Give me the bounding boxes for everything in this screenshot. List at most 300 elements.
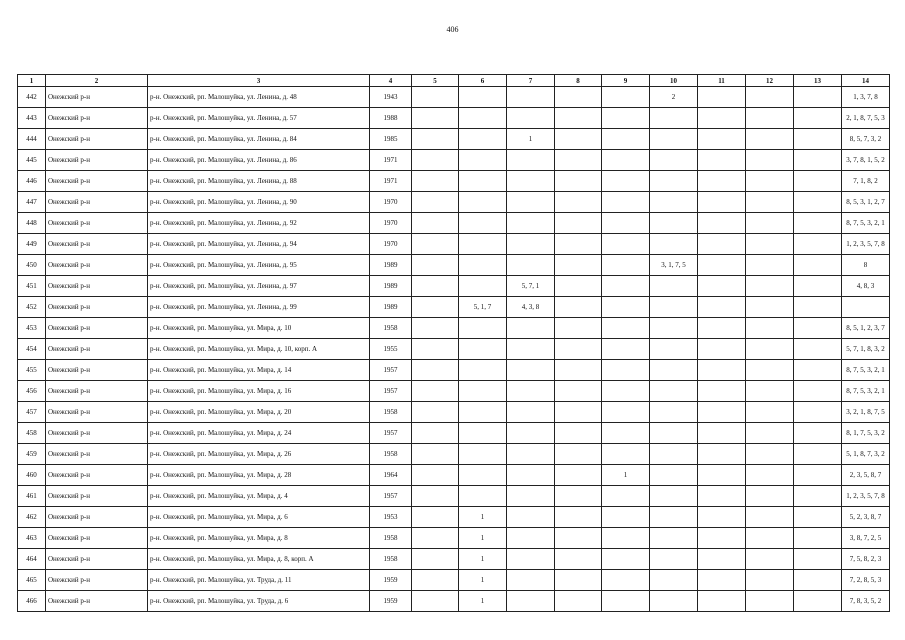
table-cell — [698, 549, 746, 570]
table-cell: 1989 — [370, 297, 412, 318]
table-cell: 5, 7, 1 — [507, 276, 555, 297]
table-cell — [698, 402, 746, 423]
table-cell: 449 — [18, 234, 46, 255]
table-cell — [650, 591, 698, 612]
table-cell — [555, 192, 602, 213]
table-row — [18, 339, 890, 360]
table-cell: 1989 — [370, 255, 412, 276]
table-cell — [746, 108, 794, 129]
table-cell — [746, 549, 794, 570]
table-body — [18, 87, 890, 612]
table-cell — [650, 129, 698, 150]
table-cell — [555, 444, 602, 465]
table-cell: р-н. Онежский, рп. Малошуйка, ул. Мира, д. 10 — [148, 318, 370, 339]
table-cell — [794, 192, 842, 213]
table-cell: 8 — [842, 255, 890, 276]
table-cell: 7, 2, 8, 5, 3 — [842, 570, 890, 591]
column-header-13: 13 — [794, 75, 842, 87]
table-cell — [698, 381, 746, 402]
column-header-1: 1 — [18, 75, 46, 87]
table-cell — [794, 360, 842, 381]
table-cell — [412, 213, 459, 234]
table-cell: р-н. Онежский, рп. Малошуйка, ул. Мира, д. 8 — [148, 528, 370, 549]
table-cell: 1, 2, 3, 5, 7, 8 — [842, 486, 890, 507]
table-cell — [698, 591, 746, 612]
table-cell: 2, 3, 5, 8, 7 — [842, 465, 890, 486]
table-cell: 1970 — [370, 234, 412, 255]
table-cell: 8, 7, 5, 3, 2, 1 — [842, 360, 890, 381]
table-cell — [412, 570, 459, 591]
table-cell — [698, 507, 746, 528]
table-cell: Онежский р-н — [46, 444, 148, 465]
table-cell — [459, 423, 507, 444]
table-cell — [412, 108, 459, 129]
table-cell: 7, 1, 8, 2 — [842, 171, 890, 192]
column-header-5: 5 — [412, 75, 459, 87]
table-cell: Онежский р-н — [46, 129, 148, 150]
table-cell — [412, 381, 459, 402]
table-row — [18, 381, 890, 402]
table-cell — [459, 255, 507, 276]
table-cell — [459, 276, 507, 297]
table-cell: р-н. Онежский, рп. Малошуйка, ул. Ленина, д. 90 — [148, 192, 370, 213]
table-cell: 8, 5, 3, 1, 2, 7 — [842, 192, 890, 213]
table-cell — [650, 276, 698, 297]
table-cell — [412, 150, 459, 171]
table-cell: Онежский р-н — [46, 360, 148, 381]
table-cell: 3, 8, 7, 2, 5 — [842, 528, 890, 549]
table-cell — [650, 444, 698, 465]
table-cell — [412, 423, 459, 444]
table-cell — [507, 423, 555, 444]
table-cell: 1, 2, 3, 5, 7, 8 — [842, 234, 890, 255]
table-cell — [555, 129, 602, 150]
table-cell — [794, 591, 842, 612]
table-cell — [650, 381, 698, 402]
table-row — [18, 360, 890, 381]
table-cell — [746, 423, 794, 444]
column-header-8: 8 — [555, 75, 602, 87]
table-cell: 461 — [18, 486, 46, 507]
table-cell: 1958 — [370, 549, 412, 570]
table-cell — [555, 486, 602, 507]
table-cell: 452 — [18, 297, 46, 318]
table-cell: р-н. Онежский, рп. Малошуйка, ул. Ленина, д. 92 — [148, 213, 370, 234]
table-cell: р-н. Онежский, рп. Малошуйка, ул. Ленина, д. 94 — [148, 234, 370, 255]
table-cell — [698, 318, 746, 339]
table-cell — [602, 549, 650, 570]
table-row — [18, 297, 890, 318]
table-cell — [650, 213, 698, 234]
table-cell: Онежский р-н — [46, 402, 148, 423]
table-cell — [698, 108, 746, 129]
table-cell — [746, 150, 794, 171]
table-cell — [698, 87, 746, 108]
table-row — [18, 570, 890, 591]
table-cell: 466 — [18, 591, 46, 612]
table-cell — [412, 549, 459, 570]
column-header-10: 10 — [650, 75, 698, 87]
table-row — [18, 486, 890, 507]
table-cell — [602, 339, 650, 360]
table-cell — [602, 444, 650, 465]
table-cell: 456 — [18, 381, 46, 402]
table-cell — [412, 444, 459, 465]
table-row — [18, 276, 890, 297]
column-header-9: 9 — [602, 75, 650, 87]
table-cell: 1970 — [370, 192, 412, 213]
table-cell: 8, 5, 7, 3, 2 — [842, 129, 890, 150]
table-cell: Онежский р-н — [46, 570, 148, 591]
table-cell — [794, 465, 842, 486]
table-cell — [555, 423, 602, 444]
table-cell: 443 — [18, 108, 46, 129]
table-cell — [507, 528, 555, 549]
table-cell — [698, 444, 746, 465]
table-cell — [650, 570, 698, 591]
table-cell: 5, 7, 1, 8, 3, 2 — [842, 339, 890, 360]
table-cell — [650, 318, 698, 339]
table-cell: 3, 1, 7, 5 — [650, 255, 698, 276]
table-cell: р-н. Онежский, рп. Малошуйка, ул. Мира, д. 26 — [148, 444, 370, 465]
table-cell: р-н. Онежский, рп. Малошуйка, ул. Мира, д. 20 — [148, 402, 370, 423]
table-row — [18, 171, 890, 192]
table-cell: 1955 — [370, 339, 412, 360]
table-cell: 457 — [18, 402, 46, 423]
table-cell — [507, 213, 555, 234]
table-cell: 1 — [507, 129, 555, 150]
table-cell — [698, 213, 746, 234]
table-cell — [507, 318, 555, 339]
table-cell: 447 — [18, 192, 46, 213]
table-cell: 450 — [18, 255, 46, 276]
table-cell — [555, 150, 602, 171]
table-cell — [794, 171, 842, 192]
table-cell — [507, 549, 555, 570]
table-cell: Онежский р-н — [46, 171, 148, 192]
table-row — [18, 549, 890, 570]
table-cell — [746, 318, 794, 339]
table-cell — [698, 276, 746, 297]
table-cell: Онежский р-н — [46, 507, 148, 528]
table-cell: р-н. Онежский, рп. Малошуйка, ул. Мира, д. 16 — [148, 381, 370, 402]
table-cell — [794, 276, 842, 297]
table-cell — [794, 486, 842, 507]
table-cell: р-н. Онежский, рп. Малошуйка, ул. Мира, д. 10, корп. А — [148, 339, 370, 360]
table-cell — [507, 402, 555, 423]
table-cell — [650, 402, 698, 423]
table-cell: 1957 — [370, 423, 412, 444]
table-cell — [650, 192, 698, 213]
table-cell: 1964 — [370, 465, 412, 486]
table-cell: 7, 5, 8, 2, 3 — [842, 549, 890, 570]
table-cell — [412, 129, 459, 150]
table-cell: 1, 3, 7, 8 — [842, 87, 890, 108]
table-cell — [412, 528, 459, 549]
table-cell: 4, 8, 3 — [842, 276, 890, 297]
table-cell — [507, 465, 555, 486]
table-cell — [507, 339, 555, 360]
table-cell: р-н. Онежский, рп. Малошуйка, ул. Ленина, д. 97 — [148, 276, 370, 297]
table-cell: 1943 — [370, 87, 412, 108]
table-cell — [555, 507, 602, 528]
table-row — [18, 528, 890, 549]
column-header-7: 7 — [507, 75, 555, 87]
table-cell — [650, 297, 698, 318]
table-cell — [698, 297, 746, 318]
table-cell — [698, 150, 746, 171]
table-cell — [459, 318, 507, 339]
table-cell — [650, 108, 698, 129]
table-cell — [507, 87, 555, 108]
table-cell — [602, 402, 650, 423]
table-cell: Онежский р-н — [46, 318, 148, 339]
table-cell: р-н. Онежский, рп. Малошуйка, ул. Труда, д. 6 — [148, 591, 370, 612]
table-row — [18, 444, 890, 465]
table-cell — [459, 213, 507, 234]
table-cell — [746, 129, 794, 150]
table-cell — [746, 444, 794, 465]
table-cell — [412, 276, 459, 297]
table-cell — [555, 297, 602, 318]
table-cell — [794, 339, 842, 360]
table-cell: 7, 8, 3, 5, 2 — [842, 591, 890, 612]
table-cell — [602, 234, 650, 255]
table-cell — [459, 87, 507, 108]
table-cell — [602, 297, 650, 318]
table-cell — [412, 192, 459, 213]
table-cell — [459, 234, 507, 255]
table-cell — [507, 108, 555, 129]
column-header-2: 2 — [46, 75, 148, 87]
table-cell: 458 — [18, 423, 46, 444]
table-cell — [602, 276, 650, 297]
table-cell — [746, 87, 794, 108]
table-cell — [555, 276, 602, 297]
table-cell — [746, 591, 794, 612]
table-cell — [555, 570, 602, 591]
column-header-6: 6 — [459, 75, 507, 87]
table-cell — [746, 360, 794, 381]
table-cell: 2, 1, 8, 7, 5, 3 — [842, 108, 890, 129]
table-cell — [412, 255, 459, 276]
table-cell — [602, 108, 650, 129]
table-cell: р-н. Онежский, рп. Малошуйка, ул. Мира, д. 24 — [148, 423, 370, 444]
table-cell — [746, 234, 794, 255]
table-cell: 460 — [18, 465, 46, 486]
table-cell — [555, 255, 602, 276]
table-row — [18, 402, 890, 423]
table-row — [18, 150, 890, 171]
table-cell — [698, 129, 746, 150]
table-cell — [555, 528, 602, 549]
table-cell: Онежский р-н — [46, 486, 148, 507]
table-cell: 451 — [18, 276, 46, 297]
table-cell — [555, 465, 602, 486]
table-cell — [602, 591, 650, 612]
table-cell: Онежский р-н — [46, 549, 148, 570]
table-cell — [650, 486, 698, 507]
column-header-12: 12 — [746, 75, 794, 87]
table-cell — [698, 171, 746, 192]
table-cell — [459, 381, 507, 402]
table-cell: 465 — [18, 570, 46, 591]
table-cell — [698, 486, 746, 507]
table-cell — [507, 171, 555, 192]
table-cell — [746, 507, 794, 528]
table-cell: 462 — [18, 507, 46, 528]
table-row — [18, 507, 890, 528]
table-cell: 445 — [18, 150, 46, 171]
table-cell: р-н. Онежский, рп. Малошуйка, ул. Ленина, д. 99 — [148, 297, 370, 318]
table-cell — [794, 507, 842, 528]
table-cell — [412, 465, 459, 486]
table-cell — [507, 150, 555, 171]
table-cell — [842, 297, 890, 318]
table-cell: 1 — [459, 570, 507, 591]
table-cell — [794, 423, 842, 444]
table-cell: Онежский р-н — [46, 276, 148, 297]
table-cell: Онежский р-н — [46, 108, 148, 129]
table-cell — [794, 87, 842, 108]
table-cell — [459, 360, 507, 381]
table-cell — [555, 549, 602, 570]
table-row — [18, 108, 890, 129]
table-cell — [698, 570, 746, 591]
table-cell — [746, 192, 794, 213]
table-cell: 1 — [459, 528, 507, 549]
table-cell — [602, 129, 650, 150]
table-cell — [746, 297, 794, 318]
table-cell — [555, 108, 602, 129]
table-cell: 1 — [602, 465, 650, 486]
table-cell: 3, 2, 1, 8, 7, 5 — [842, 402, 890, 423]
table-row — [18, 591, 890, 612]
column-header-3: 3 — [148, 75, 370, 87]
table-row — [18, 318, 890, 339]
table-cell: Онежский р-н — [46, 381, 148, 402]
table-cell: 3, 7, 8, 1, 5, 2 — [842, 150, 890, 171]
table-cell: 4, 3, 8 — [507, 297, 555, 318]
table-cell — [555, 318, 602, 339]
table-cell: 8, 1, 7, 5, 3, 2 — [842, 423, 890, 444]
header-row — [18, 75, 890, 87]
table-cell: 1988 — [370, 108, 412, 129]
table-cell: р-н. Онежский, рп. Малошуйка, ул. Мира, д. 28 — [148, 465, 370, 486]
table-cell — [507, 234, 555, 255]
table-cell: 446 — [18, 171, 46, 192]
data-table — [17, 74, 890, 612]
table-cell: 1 — [459, 507, 507, 528]
table-cell: р-н. Онежский, рп. Малошуйка, ул. Ленина, д. 48 — [148, 87, 370, 108]
table-cell — [412, 87, 459, 108]
table-cell: р-н. Онежский, рп. Малошуйка, ул. Мира, д. 4 — [148, 486, 370, 507]
table-cell: 1957 — [370, 486, 412, 507]
table-cell — [650, 339, 698, 360]
table-cell: Онежский р-н — [46, 192, 148, 213]
table-cell — [650, 528, 698, 549]
table-cell: 454 — [18, 339, 46, 360]
table-cell: Онежский р-н — [46, 234, 148, 255]
table-cell — [602, 150, 650, 171]
table-cell — [746, 255, 794, 276]
table-cell — [602, 360, 650, 381]
table-cell — [555, 87, 602, 108]
table-cell: Онежский р-н — [46, 339, 148, 360]
table-cell: 8, 5, 1, 2, 3, 7 — [842, 318, 890, 339]
table-cell — [602, 87, 650, 108]
table-cell — [412, 507, 459, 528]
table-cell: р-н. Онежский, рп. Малошуйка, ул. Ленина, д. 88 — [148, 171, 370, 192]
table-cell: 5, 2, 3, 8, 7 — [842, 507, 890, 528]
table-cell: р-н. Онежский, рп. Малошуйка, ул. Мира, д. 14 — [148, 360, 370, 381]
table-cell — [650, 465, 698, 486]
table-cell — [794, 297, 842, 318]
table-cell — [507, 255, 555, 276]
table-cell — [412, 486, 459, 507]
table-cell — [698, 192, 746, 213]
table-cell: 459 — [18, 444, 46, 465]
table-cell — [602, 171, 650, 192]
table-cell — [459, 444, 507, 465]
table-cell — [746, 213, 794, 234]
table-cell — [459, 465, 507, 486]
table-cell — [794, 570, 842, 591]
table-cell — [650, 171, 698, 192]
table-cell: 442 — [18, 87, 46, 108]
table-cell: Онежский р-н — [46, 591, 148, 612]
table-cell: р-н. Онежский, рп. Малошуйка, ул. Мира, д. 6 — [148, 507, 370, 528]
table-cell — [459, 192, 507, 213]
table-cell — [746, 486, 794, 507]
table-cell: 444 — [18, 129, 46, 150]
table-cell — [602, 528, 650, 549]
table-cell — [794, 255, 842, 276]
table-cell — [459, 339, 507, 360]
table-row — [18, 255, 890, 276]
column-header-4: 4 — [370, 75, 412, 87]
table-cell — [746, 402, 794, 423]
table-cell: 8, 7, 5, 3, 2, 1 — [842, 381, 890, 402]
table-cell: Онежский р-н — [46, 297, 148, 318]
table-row — [18, 87, 890, 108]
table-cell: 1953 — [370, 507, 412, 528]
table-cell: 1959 — [370, 591, 412, 612]
table-cell — [650, 423, 698, 444]
table-cell — [698, 528, 746, 549]
table-cell — [412, 297, 459, 318]
table-cell — [555, 339, 602, 360]
table-cell: 453 — [18, 318, 46, 339]
table-cell: 1985 — [370, 129, 412, 150]
table-cell: 1 — [459, 549, 507, 570]
table-cell — [794, 528, 842, 549]
table-cell — [412, 318, 459, 339]
table-cell: 8, 7, 5, 3, 2, 1 — [842, 213, 890, 234]
table-cell: 1958 — [370, 318, 412, 339]
table-cell — [555, 381, 602, 402]
table-cell — [507, 486, 555, 507]
table-cell — [602, 255, 650, 276]
table-cell: 5, 1, 8, 7, 3, 2 — [842, 444, 890, 465]
table-cell: Онежский р-н — [46, 255, 148, 276]
table-cell: 5, 1, 7 — [459, 297, 507, 318]
table-cell — [555, 234, 602, 255]
table-cell — [650, 150, 698, 171]
table-cell — [555, 213, 602, 234]
table-cell — [698, 465, 746, 486]
table-cell — [746, 528, 794, 549]
